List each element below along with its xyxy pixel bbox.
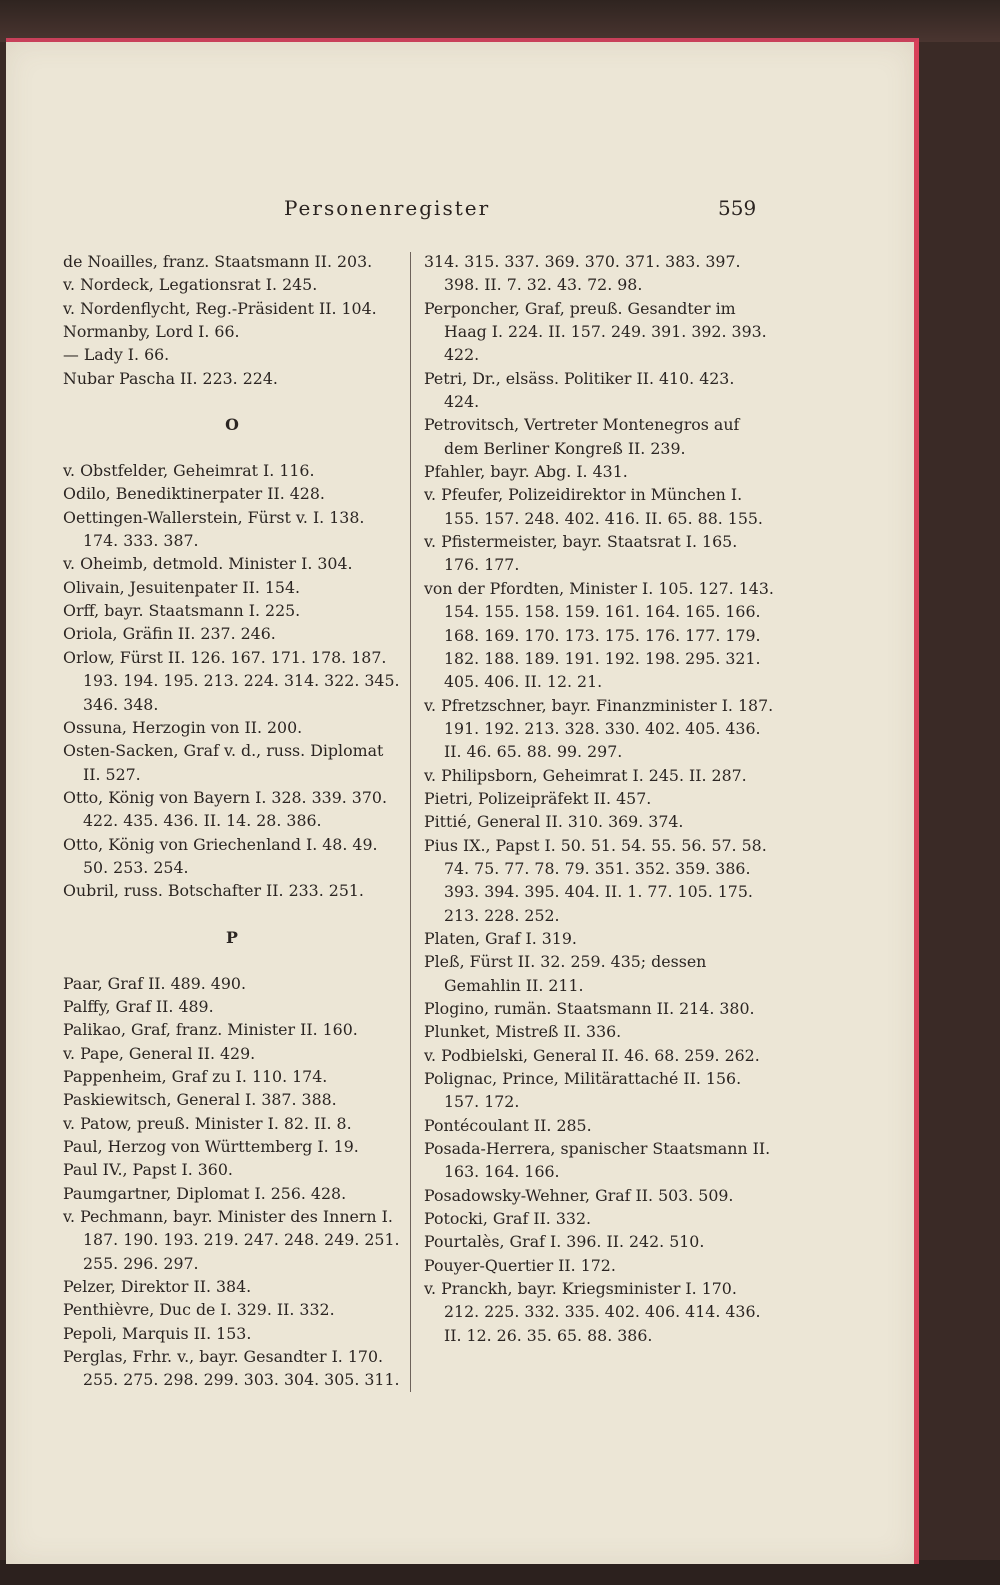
index-entry: Paul IV., Papst I. 360.: [63, 1160, 233, 1180]
index-entry: Otto, König von Griechenland I. 48. 49. 50. 253. 254.: [63, 834, 378, 877]
index-entry: Nubar Pascha II. 223. 224.: [63, 368, 278, 388]
index-entry: Plunket, Mistreß II. 336.: [424, 1022, 622, 1042]
index-entry: v. Pfretzschner, bayr. Finanzminister I. 187. 191. 192. 213. 328. 330. 402. 405. 436. II. 46. 65. 88. 99. 297.: [424, 695, 774, 762]
index-entry: v. Patow, preuß. Minister I. 82. II. 8.: [63, 1113, 352, 1133]
index-entry: Palikao, Graf, franz. Minister II. 160.: [63, 1020, 358, 1040]
index-entry: Petri, Dr., elsäss. Politiker II. 410. 423. 424.: [424, 368, 735, 412]
section-letter-p: P: [226, 927, 238, 947]
index-entry: Platen, Graf I. 319.: [424, 928, 577, 948]
index-entry: Ossuna, Herzogin von II. 200.: [63, 717, 303, 737]
index-entry: Petrovitsch, Vertreter Montenegros auf dem Berliner Kongreß II. 239.: [424, 415, 740, 458]
column-divider: [410, 252, 411, 1392]
index-entry: v. Oheimb, detmold. Minister I. 304.: [63, 554, 353, 574]
index-entry: Pourtalès, Graf I. 396. II. 242. 510.: [424, 1232, 705, 1252]
scan-background: [0, 0, 1000, 42]
index-entry: von der Pfordten, Minister I. 105. 127. 143. 154. 155. 158. 159. 161. 164. 165. 166. 168. 169. 170. 173. 175. 176. 177. 179. 182. 188. 189. 191. 192. 198. 295. 321. 405. 406. II. 12. 21.: [424, 578, 774, 692]
index-entry: Normanby, Lord I. 66.: [63, 322, 240, 342]
index-entry: Paumgartner, Diplomat I. 256. 428.: [63, 1183, 347, 1203]
index-entry: Pelzer, Direktor II. 384.: [63, 1277, 252, 1297]
book-page: [6, 38, 919, 1564]
index-entry: Paul, Herzog von Württemberg I. 19.: [63, 1137, 359, 1156]
index-entry: v. Pfeufer, Polizeidirektor in München I. 155. 157. 248. 402. 416. II. 65. 88. 155.: [424, 485, 763, 528]
index-entry: Orff, bayr. Staatsmann I. 225.: [63, 601, 301, 621]
index-entry: Pappenheim, Graf zu I. 110. 174.: [63, 1066, 328, 1086]
index-entry: Orlow, Fürst II. 126. 167. 171. 178. 187. 193. 194. 195. 213. 224. 314. 322. 345. 346. 348.: [63, 647, 400, 714]
index-entry: v. Nordenflycht, Reg.-Präsident II. 104.: [63, 298, 377, 318]
index-entry: v. Pape, General II. 429.: [63, 1043, 256, 1063]
page-header: [6, 192, 914, 232]
index-entry: de Noailles, franz. Staatsmann II. 203.: [63, 252, 373, 271]
index-entry: Pepoli, Marquis II. 153.: [63, 1323, 252, 1343]
index-entry: v. Pechmann, bayr. Minister des Innern I. 187. 190. 193. 219. 247. 248. 249. 251. 255. 296. 297.: [63, 1207, 400, 1273]
index-entry: v. Obstfelder, Geheimrat I. 116.: [63, 461, 315, 481]
index-entry: Pittié, General II. 310. 369. 374.: [424, 812, 684, 832]
index-entry: Posada-Herrera, spanischer Staatsmann II. 163. 164. 166.: [424, 1139, 771, 1182]
index-entry: Polignac, Prince, Militärattaché II. 156. 157. 172.: [424, 1069, 742, 1112]
right-column: [424, 250, 774, 1347]
index-entry: 314. 315. 337. 369. 370. 371. 383. 397. 398. II. 7. 32. 43. 72. 98.: [424, 252, 741, 295]
index-entry: Oettingen-Wallerstein, Fürst v. I. 138. 174. 333. 387.: [63, 507, 365, 551]
index-entry: v. Podbielski, General II. 46. 68. 259. 262.: [424, 1045, 760, 1065]
entry-list-o: [63, 459, 401, 903]
index-entry: Perponcher, Graf, preuß. Gesandter im Haag I. 224. II. 157. 249. 391. 392. 393. 422.: [424, 298, 767, 365]
index-entry: Pontécoulant II. 285.: [424, 1115, 592, 1135]
index-entry: Paskiewitsch, General I. 387. 388.: [63, 1090, 337, 1110]
running-head: Personenregister: [284, 196, 491, 220]
entry-list-n: [63, 250, 401, 390]
index-entry: Osten-Sacken, Graf v. d., russ. Diplomat II. 527.: [63, 741, 384, 784]
index-entry: Pietri, Polizeipräfekt II. 457.: [424, 788, 652, 808]
section-letter-o: O: [225, 415, 239, 435]
index-entry: v. Philipsborn, Geheimrat I. 245. II. 287.: [424, 765, 747, 785]
index-entry: Odilo, Benediktinerpater II. 428.: [63, 484, 325, 504]
index-entry: Oubril, russ. Botschafter II. 233. 251.: [63, 881, 364, 901]
page-number: 559: [718, 196, 757, 220]
index-entry: Pius IX., Papst I. 50. 51. 54. 55. 56. 57. 58. 74. 75. 77. 78. 79. 351. 352. 359. 386. 393. 394. 395. 404. II. 1. 77. 105. 175. 213. 228. 252.: [424, 835, 767, 925]
index-entry: v. Pranckh, bayr. Kriegsminister I. 170. 212. 225. 332. 335. 402. 406. 414. 436. II. 12. 26. 35. 65. 88. 386.: [424, 1279, 761, 1345]
index-entry: Perglas, Frhr. v., bayr. Gesandter I. 170. 255. 275. 298. 299. 303. 304. 305. 311.: [63, 1347, 400, 1390]
index-entry: Penthièvre, Duc de I. 329. II. 332.: [63, 1300, 335, 1320]
entry-list-right: [424, 250, 774, 1347]
index-entry: Plogino, rumän. Staatsmann II. 214. 380.: [424, 999, 755, 1018]
index-entry: Pouyer-Quertier II. 172.: [424, 1255, 616, 1275]
index-entry: Oriola, Gräfin II. 237. 246.: [63, 624, 276, 644]
index-entry: Potocki, Graf II. 332.: [424, 1209, 592, 1229]
index-entry: v. Pfistermeister, bayr. Staatsrat I. 165. 176. 177.: [424, 532, 738, 575]
index-entry: — Lady I. 66.: [63, 345, 170, 365]
left-column: [63, 250, 401, 1392]
index-entry: Otto, König von Bayern I. 328. 339. 370. 422. 435. 436. II. 14. 28. 386.: [63, 787, 387, 831]
index-entry: Palffy, Graf II. 489.: [63, 996, 214, 1016]
index-entry: Olivain, Jesuitenpater II. 154.: [63, 577, 301, 597]
entry-list-p: [63, 972, 401, 1392]
index-entry: Pfahler, bayr. Abg. I. 431.: [424, 462, 628, 482]
index-entry: Posadowsky-Wehner, Graf II. 503. 509.: [424, 1185, 734, 1205]
index-entry: Paar, Graf II. 489. 490.: [63, 973, 246, 993]
index-entry: Pleß, Fürst II. 32. 259. 435; dessen Gemahlin II. 211.: [424, 952, 707, 995]
index-entry: v. Nordeck, Legationsrat I. 245.: [63, 275, 318, 295]
